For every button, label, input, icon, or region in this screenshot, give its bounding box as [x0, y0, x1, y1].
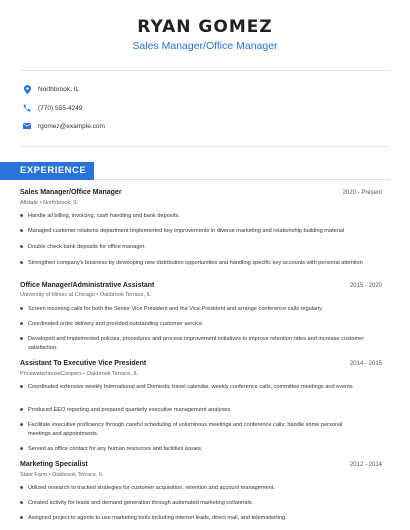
job-company: State Farm • Oakbrook Terrace, IL: [20, 472, 104, 478]
contact-location: [22, 84, 79, 94]
job-bullet: [20, 499, 365, 508]
bullet-dot: [20, 486, 23, 489]
job-dates: 2015 - 2020: [349, 283, 382, 289]
job-bullet: [20, 421, 365, 438]
bullet-dot: [20, 261, 23, 264]
bullet-text: Produced EEO reporting and prepared quarterly executive management analyses.: [28, 407, 232, 413]
bullet-text: Managed customer relations department Implemented key improvements in diverse marketing and relationship building material: [28, 228, 345, 234]
bullet-text: Developed and implemented policies, procedures and process improvement initiatives to improve retention rates and increase customer satisfaction.: [28, 336, 365, 351]
job-bullet: [20, 212, 365, 221]
bullet-dot: [20, 214, 23, 217]
job-company: Allstate • Northbrook, IL: [20, 200, 78, 206]
job-bullet: [20, 406, 365, 415]
job-company: PricewaterhouseCoopers • Oakbrook Terrace, IL: [20, 371, 138, 377]
candidate-title: Sales Manager/Office Manager: [132, 40, 278, 52]
job-company: University of Illinois at Chicago • Oakbrook Terrace, IL: [20, 292, 152, 298]
email-text[interactable]: rgomez@example.com: [38, 122, 105, 130]
job-bullet: [20, 320, 365, 329]
bullet-dot: [20, 307, 23, 310]
phone-text: (770) 555-4249: [38, 104, 83, 112]
bullet-text: Assigned project to agents to use marketing tools including internet leads, direct mail, and telemarketing.: [28, 515, 287, 521]
candidate-name: RYAN GOMEZ: [137, 17, 273, 37]
job-bullet: [20, 383, 365, 392]
bullet-dot: [20, 322, 23, 325]
contact-divider: [20, 146, 390, 147]
job-title: Marketing Specialist: [20, 461, 88, 468]
map-pin-icon: [22, 84, 32, 94]
bullet-dot: [20, 423, 23, 426]
bullet-text: Double check bank deposits for office manager.: [28, 244, 146, 250]
bullet-text: Strengthen company's business by developing new distribution opportunities and handling specific key accounts with personal attention: [28, 260, 363, 266]
bullet-dot: [20, 408, 23, 411]
bullet-text: Served as office contact for any human resources and facilities issues.: [28, 446, 203, 452]
contact-email: [22, 121, 105, 131]
section-heading-experience: EXPERIENCE: [0, 162, 94, 180]
job-title: Office Manager/Administrative Assistant: [20, 282, 155, 289]
bullet-dot: [20, 516, 23, 519]
bullet-dot: [20, 447, 23, 450]
job-dates: 2020 - Present: [342, 190, 382, 196]
bullet-dot: [20, 385, 23, 388]
phone-icon: [22, 103, 32, 113]
header-divider: [20, 70, 390, 71]
job-bullet: [20, 243, 365, 252]
job-dates: 2014 - 2015: [349, 361, 382, 367]
job-bullet: [20, 445, 365, 454]
job-bullet: [20, 259, 365, 268]
section-divider: [94, 179, 390, 180]
job-bullet: [20, 484, 365, 493]
job-bullet: [20, 227, 365, 236]
bullet-text: Coordinated extensive weekly International and Domestic travel calendar, weekly conference calls, committee meetings and events.: [28, 384, 355, 390]
contact-phone: [22, 103, 82, 113]
bullet-dot: [20, 501, 23, 504]
job-dates: 2012 - 2014: [349, 462, 382, 468]
bullet-text: Facilitate executive proficiency through careful scheduling of voluminous meetings and conference calls; handle some personal meetings and appointments.: [28, 422, 343, 437]
bullet-text: Coordinated order delivery and provided outstanding customer service.: [28, 321, 204, 327]
bullet-text: Created activity for leads and demand generation through automated marketing collaterals.: [28, 500, 254, 506]
bullet-text: Utilized research to tracked strategies for customer acquisition, retention and account management.: [28, 485, 275, 491]
job-bullet: [20, 305, 365, 314]
bullet-dot: [20, 229, 23, 232]
bullet-dot: [20, 245, 23, 248]
location-text: Northbrook, IL: [38, 85, 80, 93]
job-bullet: [20, 335, 365, 352]
job-title: Sales Manager/Office Manager: [20, 189, 122, 196]
email-icon: [22, 121, 32, 131]
job-title: Assistant To Executive Vice President: [20, 360, 147, 367]
bullet-text: Handle all billing, invoicing, cash handling and bank deposits.: [28, 213, 180, 219]
bullet-dot: [20, 337, 23, 340]
bullet-text: Screen incoming calls for both the Senior Vice President and the Vice President and arrange conference calls regularly.: [28, 306, 324, 312]
job-bullet: [20, 514, 365, 523]
